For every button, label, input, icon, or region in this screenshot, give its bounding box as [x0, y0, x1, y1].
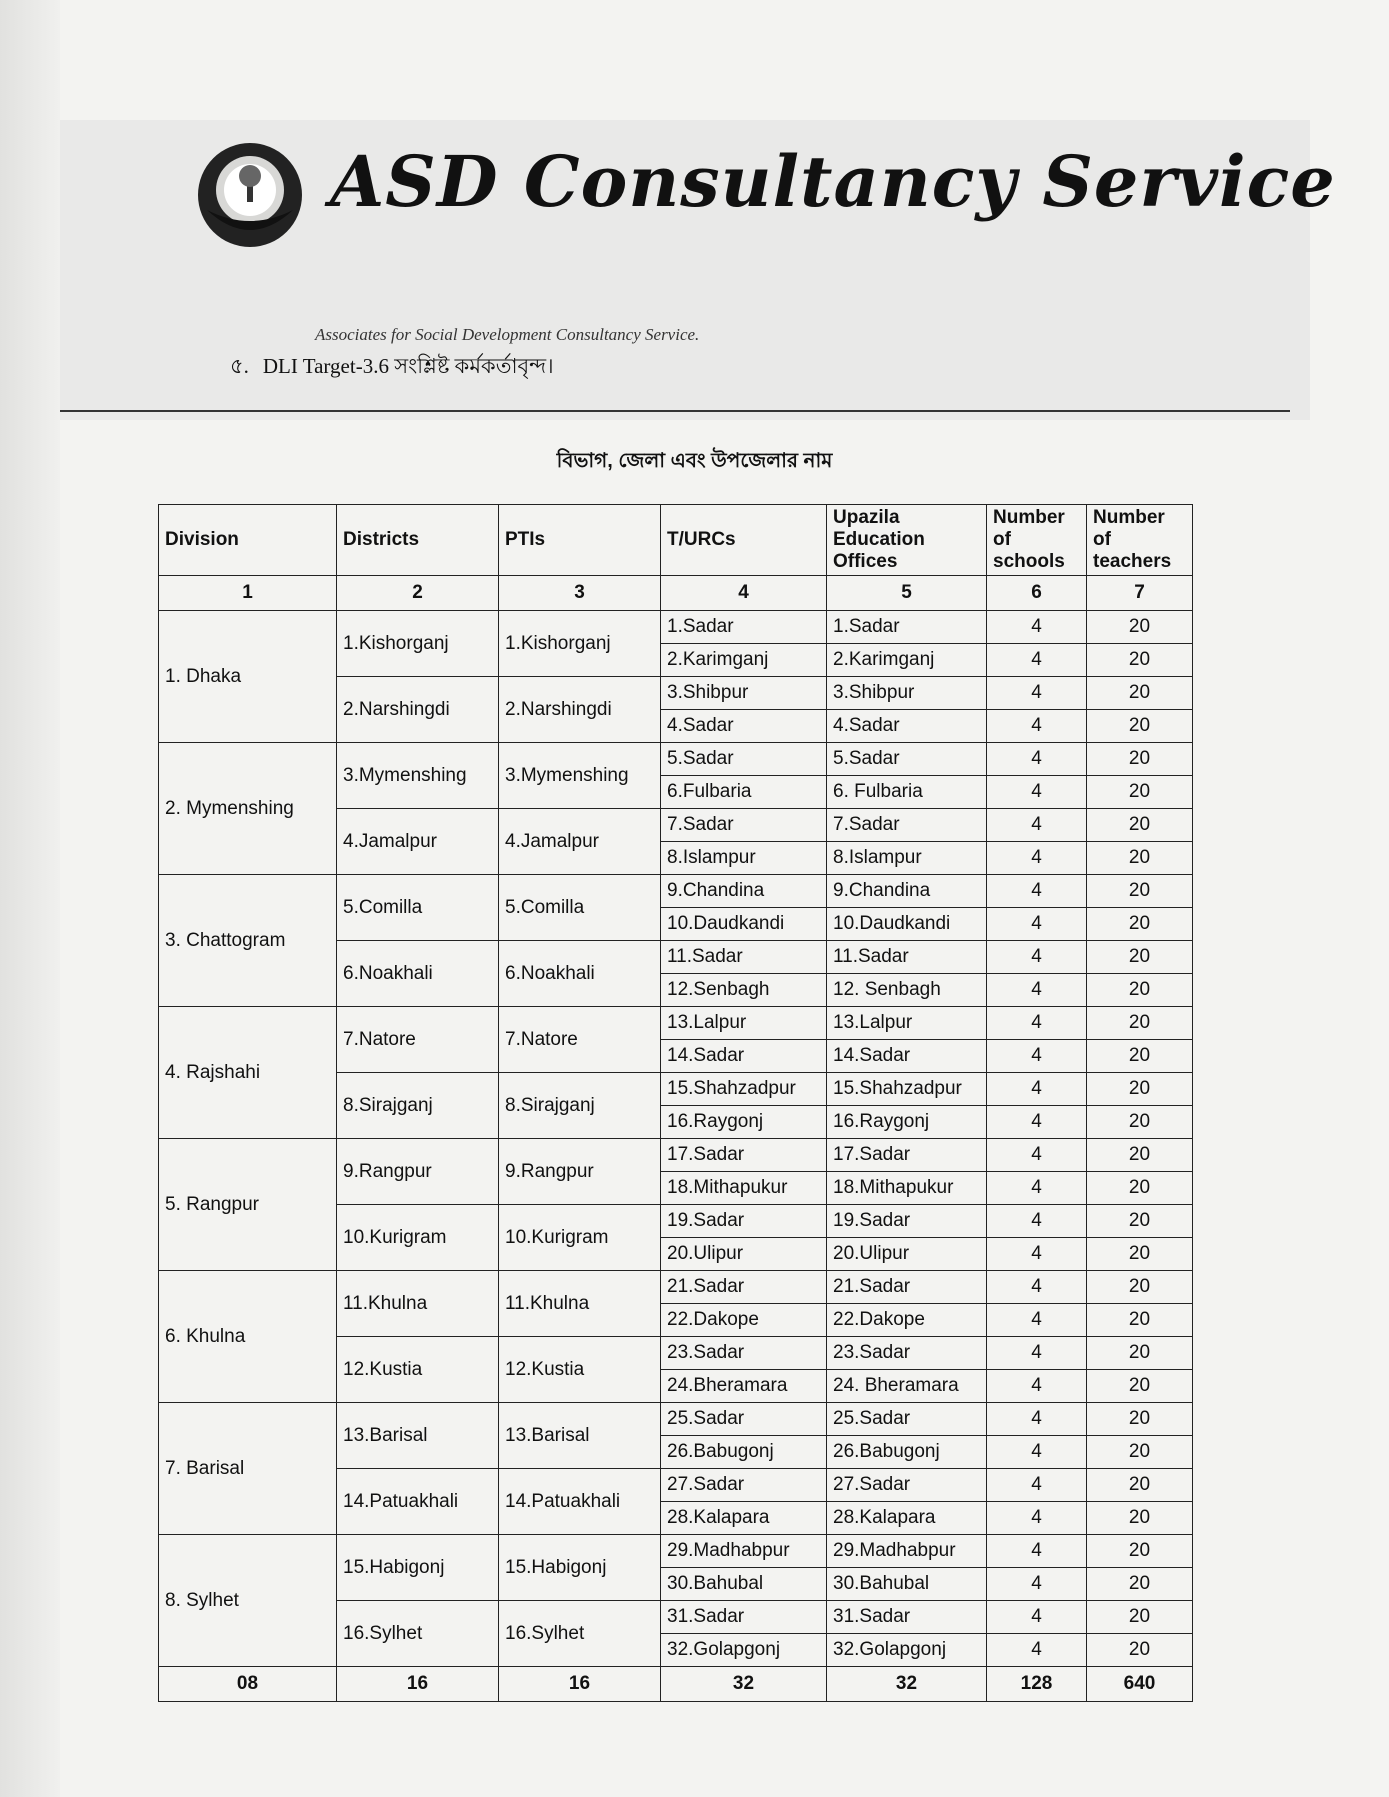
schools-cell: 4	[987, 1634, 1087, 1667]
total-turcs: 32	[661, 1667, 827, 1702]
company-logo	[195, 140, 305, 250]
schools-cell: 4	[987, 677, 1087, 710]
teachers-cell: 20	[1087, 1205, 1193, 1238]
pti-cell: 11.Khulna	[499, 1271, 661, 1337]
total-upazila-offices: 32	[827, 1667, 987, 1702]
district-cell: 4.Jamalpur	[337, 809, 499, 875]
turc-cell: 25.Sadar	[661, 1403, 827, 1436]
pti-cell: 1.Kishorganj	[499, 611, 661, 677]
teachers-cell: 20	[1087, 644, 1193, 677]
schools-cell: 4	[987, 1205, 1087, 1238]
pti-cell: 9.Rangpur	[499, 1139, 661, 1205]
schools-cell: 4	[987, 974, 1087, 1007]
page-fold-shadow	[0, 0, 60, 1797]
total-districts: 16	[337, 1667, 499, 1702]
schools-cell: 4	[987, 1040, 1087, 1073]
turc-cell: 7.Sadar	[661, 809, 827, 842]
turc-cell: 2.Karimganj	[661, 644, 827, 677]
table-row	[159, 1007, 1193, 1040]
schools-cell: 4	[987, 842, 1087, 875]
teachers-cell: 20	[1087, 743, 1193, 776]
pti-cell: 13.Barisal	[499, 1403, 661, 1469]
pti-cell: 4.Jamalpur	[499, 809, 661, 875]
upazila-office-cell: 18.Mithapukur	[827, 1172, 987, 1205]
district-cell: 7.Natore	[337, 1007, 499, 1073]
upazila-office-cell: 13.Lalpur	[827, 1007, 987, 1040]
division-cell: 1. Dhaka	[159, 611, 337, 743]
table-row	[159, 875, 1193, 908]
header-number-of-teachers: Number of teachers	[1087, 505, 1193, 576]
turc-cell: 12.Senbagh	[661, 974, 827, 1007]
upazila-office-cell: 16.Raygonj	[827, 1106, 987, 1139]
upazila-office-cell: 7.Sadar	[827, 809, 987, 842]
turc-cell: 22.Dakope	[661, 1304, 827, 1337]
schools-cell: 4	[987, 941, 1087, 974]
turc-cell: 8.Islampur	[661, 842, 827, 875]
column-number: 5	[827, 576, 987, 611]
teachers-cell: 20	[1087, 1502, 1193, 1535]
district-cell: 16.Sylhet	[337, 1601, 499, 1667]
upazila-office-cell: 12. Senbagh	[827, 974, 987, 1007]
teachers-cell: 20	[1087, 1106, 1193, 1139]
upazila-office-cell: 25.Sadar	[827, 1403, 987, 1436]
district-cell: 13.Barisal	[337, 1403, 499, 1469]
pti-cell: 2.Narshingdi	[499, 677, 661, 743]
teachers-cell: 20	[1087, 776, 1193, 809]
upazila-office-cell: 8.Islampur	[827, 842, 987, 875]
dli-text: DLI Target-3.6 সংশ্লিষ্ট কর্মকর্তাবৃন্দ।	[262, 354, 554, 378]
turc-cell: 9.Chandina	[661, 875, 827, 908]
turc-cell: 32.Golapgonj	[661, 1634, 827, 1667]
turc-cell: 16.Raygonj	[661, 1106, 827, 1139]
upazila-office-cell: 9.Chandina	[827, 875, 987, 908]
header-ptis: PTIs	[499, 505, 661, 576]
turc-cell: 29.Madhabpur	[661, 1535, 827, 1568]
upazila-office-cell: 29.Madhabpur	[827, 1535, 987, 1568]
pti-cell: 7.Natore	[499, 1007, 661, 1073]
upazila-office-cell: 5.Sadar	[827, 743, 987, 776]
pti-cell: 3.Mymenshing	[499, 743, 661, 809]
division-cell: 7. Barisal	[159, 1403, 337, 1535]
teachers-cell: 20	[1087, 1469, 1193, 1502]
pti-cell: 6.Noakhali	[499, 941, 661, 1007]
schools-cell: 4	[987, 1535, 1087, 1568]
turc-cell: 4.Sadar	[661, 710, 827, 743]
turc-cell: 20.Ulipur	[661, 1238, 827, 1271]
teachers-cell: 20	[1087, 1073, 1193, 1106]
schools-cell: 4	[987, 1271, 1087, 1304]
upazila-office-cell: 11.Sadar	[827, 941, 987, 974]
table-row	[159, 1535, 1193, 1568]
header-districts: Districts	[337, 505, 499, 576]
district-cell: 10.Kurigram	[337, 1205, 499, 1271]
district-cell: 15.Habigonj	[337, 1535, 499, 1601]
turc-cell: 3.Shibpur	[661, 677, 827, 710]
turc-cell: 17.Sadar	[661, 1139, 827, 1172]
teachers-cell: 20	[1087, 1271, 1193, 1304]
turc-cell: 1.Sadar	[661, 611, 827, 644]
column-number: 6	[987, 576, 1087, 611]
district-cell: 12.Kustia	[337, 1337, 499, 1403]
turc-cell: 21.Sadar	[661, 1271, 827, 1304]
teachers-cell: 20	[1087, 809, 1193, 842]
schools-cell: 4	[987, 1073, 1087, 1106]
turc-cell: 10.Daudkandi	[661, 908, 827, 941]
pti-cell: 10.Kurigram	[499, 1205, 661, 1271]
teachers-cell: 20	[1087, 1007, 1193, 1040]
turc-cell: 5.Sadar	[661, 743, 827, 776]
upazila-office-cell: 31.Sadar	[827, 1601, 987, 1634]
teachers-cell: 20	[1087, 677, 1193, 710]
schools-cell: 4	[987, 644, 1087, 677]
teachers-cell: 20	[1087, 1634, 1193, 1667]
teachers-cell: 20	[1087, 1370, 1193, 1403]
turc-cell: 14.Sadar	[661, 1040, 827, 1073]
turc-cell: 6.Fulbaria	[661, 776, 827, 809]
teachers-cell: 20	[1087, 1535, 1193, 1568]
total-teachers: 640	[1087, 1667, 1193, 1702]
turc-cell: 24.Bheramara	[661, 1370, 827, 1403]
schools-cell: 4	[987, 710, 1087, 743]
schools-cell: 4	[987, 1238, 1087, 1271]
teachers-cell: 20	[1087, 1601, 1193, 1634]
upazila-office-cell: 15.Shahzadpur	[827, 1073, 987, 1106]
schools-cell: 4	[987, 1337, 1087, 1370]
pti-cell: 8.Sirajganj	[499, 1073, 661, 1139]
teachers-cell: 20	[1087, 1304, 1193, 1337]
upazila-office-cell: 3.Shibpur	[827, 677, 987, 710]
upazila-office-cell: 10.Daudkandi	[827, 908, 987, 941]
division-cell: 4. Rajshahi	[159, 1007, 337, 1139]
district-cell: 3.Mymenshing	[337, 743, 499, 809]
company-tagline: Associates for Social Development Consultancy Service.	[315, 325, 700, 344]
upazila-office-cell: 19.Sadar	[827, 1205, 987, 1238]
turc-cell: 11.Sadar	[661, 941, 827, 974]
table-row	[159, 1271, 1193, 1304]
district-cell: 14.Patuakhali	[337, 1469, 499, 1535]
district-cell: 9.Rangpur	[337, 1139, 499, 1205]
header-upazila-offices: Upazila Education Offices	[827, 505, 987, 576]
teachers-cell: 20	[1087, 1238, 1193, 1271]
schools-cell: 4	[987, 908, 1087, 941]
schools-cell: 4	[987, 1502, 1087, 1535]
totals-row	[159, 1667, 1193, 1702]
upazila-office-cell: 21.Sadar	[827, 1271, 987, 1304]
table-row	[159, 743, 1193, 776]
teachers-cell: 20	[1087, 1403, 1193, 1436]
teachers-cell: 20	[1087, 611, 1193, 644]
schools-cell: 4	[987, 776, 1087, 809]
total-schools: 128	[987, 1667, 1087, 1702]
header-divider	[60, 410, 1290, 412]
teachers-cell: 20	[1087, 941, 1193, 974]
turc-cell: 19.Sadar	[661, 1205, 827, 1238]
pti-cell: 15.Habigonj	[499, 1535, 661, 1601]
turc-cell: 23.Sadar	[661, 1337, 827, 1370]
teachers-cell: 20	[1087, 1337, 1193, 1370]
district-cell: 5.Comilla	[337, 875, 499, 941]
district-cell: 11.Khulna	[337, 1271, 499, 1337]
column-number: 3	[499, 576, 661, 611]
pti-cell: 12.Kustia	[499, 1337, 661, 1403]
teachers-cell: 20	[1087, 1436, 1193, 1469]
district-cell: 2.Narshingdi	[337, 677, 499, 743]
header-division: Division	[159, 505, 337, 576]
teachers-cell: 20	[1087, 1040, 1193, 1073]
division-cell: 5. Rangpur	[159, 1139, 337, 1271]
column-number: 2	[337, 576, 499, 611]
division-cell: 8. Sylhet	[159, 1535, 337, 1667]
total-ptis: 16	[499, 1667, 661, 1702]
turc-cell: 15.Shahzadpur	[661, 1073, 827, 1106]
total-divisions: 08	[159, 1667, 337, 1702]
schools-cell: 4	[987, 1469, 1087, 1502]
table-body	[159, 611, 1193, 1667]
teachers-cell: 20	[1087, 908, 1193, 941]
column-number: 4	[661, 576, 827, 611]
upazila-office-cell: 27.Sadar	[827, 1469, 987, 1502]
division-cell: 3. Chattogram	[159, 875, 337, 1007]
upazila-office-cell: 24. Bheramara	[827, 1370, 987, 1403]
turc-cell: 13.Lalpur	[661, 1007, 827, 1040]
upazila-office-cell: 30.Bahubal	[827, 1568, 987, 1601]
turc-cell: 26.Babugonj	[661, 1436, 827, 1469]
schools-cell: 4	[987, 1601, 1087, 1634]
upazila-office-cell: 17.Sadar	[827, 1139, 987, 1172]
teachers-cell: 20	[1087, 842, 1193, 875]
upazila-office-cell: 28.Kalapara	[827, 1502, 987, 1535]
schools-cell: 4	[987, 1106, 1087, 1139]
upazila-office-cell: 2.Karimganj	[827, 644, 987, 677]
schools-cell: 4	[987, 1139, 1087, 1172]
header-turcs: T/URCs	[661, 505, 827, 576]
header-number-of-schools: Number of schools	[987, 505, 1087, 576]
upazila-office-cell: 14.Sadar	[827, 1040, 987, 1073]
table-row	[159, 611, 1193, 644]
table-row	[159, 1139, 1193, 1172]
upazila-office-cell: 32.Golapgonj	[827, 1634, 987, 1667]
table-title: বিভাগ, জেলা এবং উপজেলার নাম	[556, 450, 833, 472]
table-header-row	[159, 505, 1193, 576]
division-cell: 2. Mymenshing	[159, 743, 337, 875]
upazila-office-cell: 20.Ulipur	[827, 1238, 987, 1271]
schools-cell: 4	[987, 1304, 1087, 1337]
district-cell: 6.Noakhali	[337, 941, 499, 1007]
turc-cell: 31.Sadar	[661, 1601, 827, 1634]
column-number: 7	[1087, 576, 1193, 611]
pti-cell: 14.Patuakhali	[499, 1469, 661, 1535]
pti-cell: 5.Comilla	[499, 875, 661, 941]
schools-cell: 4	[987, 1403, 1087, 1436]
turc-cell: 27.Sadar	[661, 1469, 827, 1502]
schools-cell: 4	[987, 1568, 1087, 1601]
pti-cell: 16.Sylhet	[499, 1601, 661, 1667]
upazila-office-cell: 26.Babugonj	[827, 1436, 987, 1469]
table-row	[159, 1403, 1193, 1436]
schools-cell: 4	[987, 1007, 1087, 1040]
teachers-cell: 20	[1087, 1139, 1193, 1172]
upazila-office-cell: 22.Dakope	[827, 1304, 987, 1337]
schools-cell: 4	[987, 611, 1087, 644]
schools-cell: 4	[987, 1436, 1087, 1469]
division-cell: 6. Khulna	[159, 1271, 337, 1403]
teachers-cell: 20	[1087, 1568, 1193, 1601]
schools-cell: 4	[987, 1370, 1087, 1403]
upazila-office-cell: 1.Sadar	[827, 611, 987, 644]
turc-cell: 28.Kalapara	[661, 1502, 827, 1535]
schools-cell: 4	[987, 809, 1087, 842]
schools-cell: 4	[987, 875, 1087, 908]
teachers-cell: 20	[1087, 710, 1193, 743]
schools-cell: 4	[987, 743, 1087, 776]
teachers-cell: 20	[1087, 875, 1193, 908]
teachers-cell: 20	[1087, 1172, 1193, 1205]
dli-target-line	[230, 350, 568, 385]
schools-cell: 4	[987, 1172, 1087, 1205]
dli-prefix: ৫.	[230, 354, 249, 378]
district-cell: 8.Sirajganj	[337, 1073, 499, 1139]
upazila-office-cell: 23.Sadar	[827, 1337, 987, 1370]
company-name: ASD Consultancy Service	[330, 140, 1336, 223]
upazila-office-cell: 4.Sadar	[827, 710, 987, 743]
division-district-table	[158, 504, 1193, 1702]
teachers-cell: 20	[1087, 974, 1193, 1007]
upazila-office-cell: 6. Fulbaria	[827, 776, 987, 809]
column-number: 1	[159, 576, 337, 611]
turc-cell: 18.Mithapukur	[661, 1172, 827, 1205]
turc-cell: 30.Bahubal	[661, 1568, 827, 1601]
column-number-row	[159, 576, 1193, 611]
district-cell: 1.Kishorganj	[337, 611, 499, 677]
